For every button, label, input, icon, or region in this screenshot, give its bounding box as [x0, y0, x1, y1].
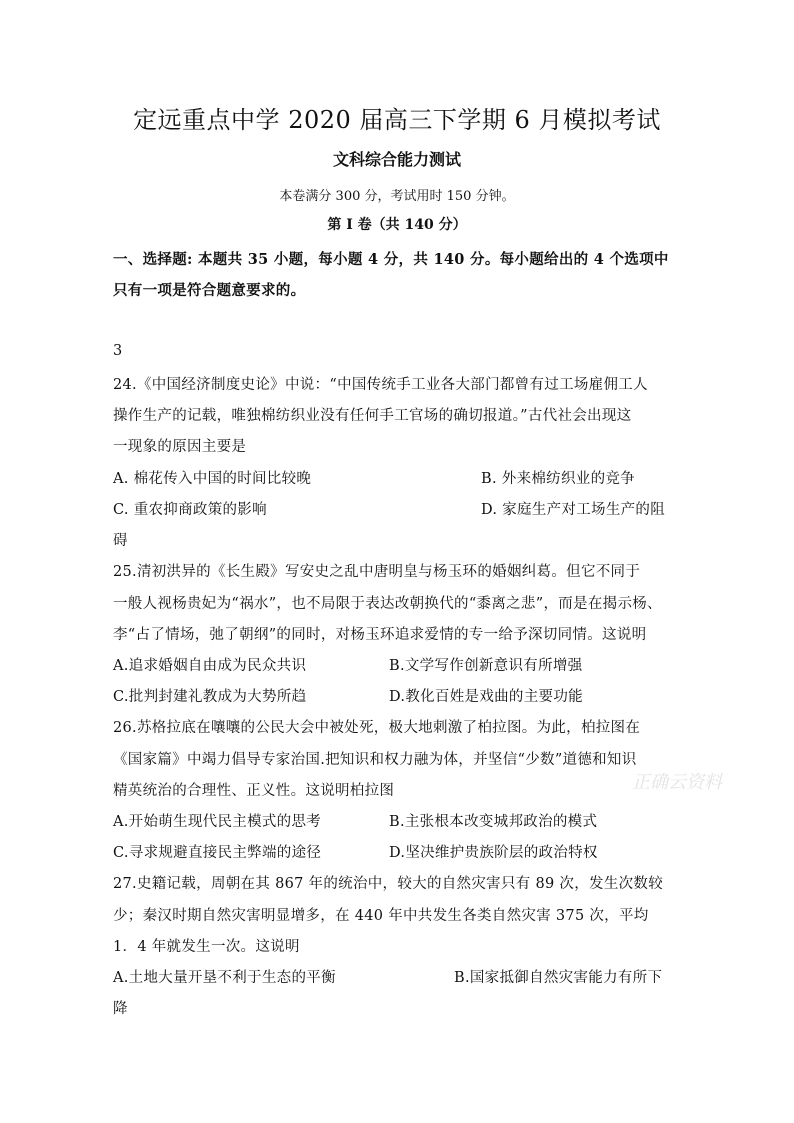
- instructions-line-2: 只有一项是符合题意要求的。: [113, 282, 306, 299]
- question-27-stem-line-1: 27.史籍记载，周朝在其 867 年的统治中，较大的自然灾害只有 89 次，发生次数较: [113, 876, 664, 892]
- question-27-option-b: B.国家抵御自然灾害能力有所下: [454, 970, 663, 986]
- question-26-stem-line-3: 精英统治的合理性、正义性。这说明柏拉图: [113, 783, 395, 799]
- question-27-stem-line-2: 少；秦汉时期自然灾害明显增多，在 440 年中共发生各类自然灾害 375 次，平均: [113, 908, 649, 924]
- question-26-option-a: A.开始萌生现代民主模式的思考: [113, 814, 322, 830]
- question-24-stem-line-1: 24.《中国经济制度史论》中说：“中国传统手工业各大部门都曾有过工场雇佣工人: [113, 377, 648, 393]
- question-26-option-b: B.主张根本改变城邦政治的模式: [389, 814, 598, 830]
- question-24-option-d-wrap: 碍: [113, 533, 128, 549]
- question-26-option-c: C.寻求规避直接民主弊端的途径: [113, 845, 322, 861]
- question-24-stem-line-3: 一现象的原因主要是: [113, 439, 247, 455]
- stray-number: 3: [113, 343, 123, 359]
- exam-subtitle: 文科综合能力测试: [332, 150, 461, 169]
- question-24-option-d: D. 家庭生产对工场生产的阻: [481, 502, 666, 518]
- question-25-stem-line-2: 一般人视杨贵妃为“祸水”，也不局限于表达改朝换代的“黍离之悲”，而是在揭示杨、: [113, 596, 662, 612]
- exam-title: 定远重点中学 2020 届高三下学期 6 月模拟考试: [133, 106, 661, 134]
- question-24-option-b: B. 外来棉纺织业的竞争: [481, 471, 635, 487]
- question-25-option-b: B.文学写作创新意识有所增强: [389, 658, 583, 674]
- question-24-option-c: C. 重农抑商政策的影响: [113, 502, 267, 518]
- question-25-option-c: C.批判封建礼教成为大势所趋: [113, 689, 307, 705]
- question-25-option-a: A.追求婚姻自由成为民众共识: [113, 658, 307, 674]
- question-26-stem-line-1: 26.苏格拉底在嚷嚷的公民大会中被处死，极大地刺激了柏拉图。为此，柏拉图在: [113, 720, 641, 736]
- question-26-option-d: D.坚决维护贵族阶层的政治特权: [389, 845, 598, 861]
- question-24-stem-line-2: 操作生产的记载，唯独棉纺织业没有任何手工官场的确切报道。”古代社会出现这: [113, 408, 632, 424]
- question-25-stem-line-1: 25.清初洪异的《长生殿》写安史之乱中唐明皇与杨玉环的婚姻纠葛。但它不同于: [113, 564, 641, 580]
- question-27-stem-line-3: 1．4 年就发生一次。这说明: [113, 939, 300, 955]
- question-26-stem-line-2: 《国家篇》中竭力倡导专家治国.把知识和权力融为体，并坚信“少数”道德和知识: [113, 752, 637, 768]
- question-25-option-d: D.教化百姓是戏曲的主要功能: [389, 689, 583, 705]
- section-heading: 第 I 卷（共 140 分）: [327, 217, 467, 233]
- question-25-stem-line-3: 李“占了情场，弛了朝纲”的同时，对杨玉环追求爱情的专一给予深切同情。这说明: [113, 627, 647, 643]
- question-27-option-a: A.土地大量开垦不利于生态的平衡: [113, 970, 336, 986]
- score-time-note: 本卷满分 300 分，考试用时 150 分钟。: [279, 189, 515, 204]
- question-27-option-b-wrap: 降: [113, 1001, 128, 1017]
- instructions-line-1: 一、选择题: 本题共 35 小题，每小题 4 分，共 140 分。每小题给出的 4 个选项中: [113, 251, 669, 268]
- faint-watermark: 正确云资料: [632, 772, 722, 793]
- question-24-option-a: A. 棉花传入中国的时间比较晚: [113, 471, 312, 487]
